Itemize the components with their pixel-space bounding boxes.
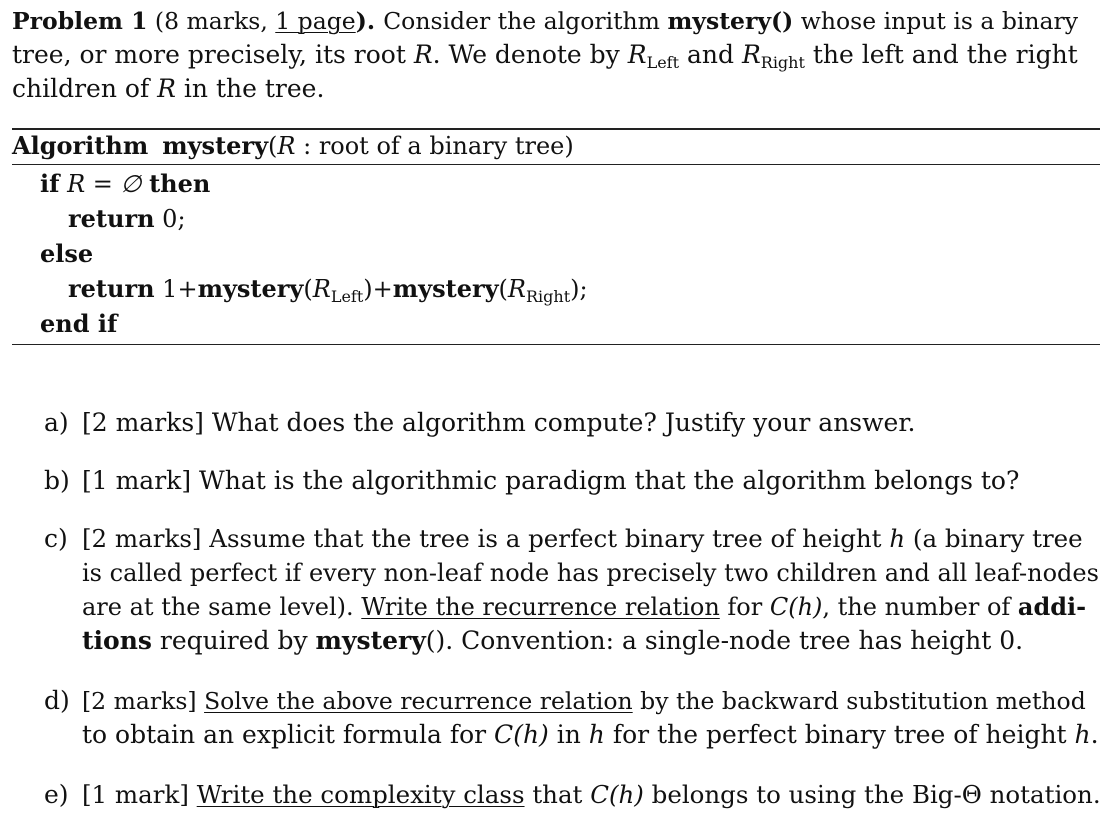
- math-symbol: R: [507, 275, 526, 303]
- question-body: [82, 522, 1102, 658]
- question-label: a): [44, 408, 69, 437]
- question-text: [2 marks] Assume that the tree is a perfect binary tree of height: [82, 524, 890, 553]
- question-label: c): [44, 524, 68, 553]
- question-text: (). Convention: a single-node tree has height 0.: [425, 626, 1024, 655]
- code-line-return-recursive: [68, 273, 588, 305]
- underlined-instruction: Write the recurrence relation: [361, 593, 720, 621]
- math-symbol: (h): [788, 593, 823, 621]
- return-value: 0;: [154, 205, 186, 233]
- algorithm-name: mystery(): [667, 7, 794, 35]
- question-text: [1 mark]: [82, 780, 197, 809]
- intro-line-1: [12, 4, 1100, 38]
- question-text: to obtain an explicit formula for: [82, 720, 495, 749]
- bold-term: addi-: [1017, 592, 1087, 621]
- math-symbol: h: [889, 524, 906, 553]
- intro-text: whose input is a binary: [793, 7, 1079, 35]
- question-body: [82, 778, 1102, 812]
- subscript-left: Left: [330, 287, 364, 306]
- return-keyword: return: [68, 204, 155, 233]
- math-symbol: (h): [608, 780, 644, 809]
- intro-text: in the tree.: [175, 74, 325, 103]
- paren: );: [570, 275, 588, 303]
- return-keyword: return: [68, 274, 155, 303]
- math-symbol: R: [413, 40, 433, 69]
- math-symbol: R: [277, 132, 296, 160]
- endif-keyword: end if: [40, 309, 118, 338]
- subscript-right: Right: [526, 287, 571, 306]
- question-text: are at the same level).: [82, 593, 362, 621]
- code-line-else: [40, 238, 93, 270]
- intro-line-3: [12, 72, 1100, 106]
- math-symbol: R: [157, 74, 176, 103]
- algorithm-name: mystery: [315, 626, 426, 655]
- question-text: [1 mark] What is the algorithmic paradigm that the algorithm belongs to?: [82, 466, 1020, 495]
- paren: )+: [363, 275, 393, 303]
- math-symbol: h: [588, 720, 605, 749]
- question-line: [82, 522, 1102, 556]
- question-label: d): [44, 686, 70, 715]
- intro-line-2: [12, 38, 1100, 72]
- algorithm-keyword: Algorithm: [12, 131, 149, 160]
- subscript-right: Right: [760, 53, 805, 72]
- return-expr: 1+: [154, 275, 198, 303]
- page-limit: 1 page: [275, 7, 356, 35]
- math-symbol: C: [494, 720, 514, 749]
- paren: (: [498, 275, 508, 303]
- subscript-left: Left: [646, 53, 680, 72]
- intro-text: Consider the algorithm: [383, 7, 668, 35]
- question-text: in: [548, 720, 589, 749]
- math-symbol: R: [627, 40, 647, 69]
- question-text: required by: [151, 626, 316, 655]
- marks-close: ).: [355, 7, 384, 35]
- recursive-call-right: mystery: [392, 274, 499, 303]
- intro-text: the left and the right: [804, 40, 1078, 69]
- code-line-endif: [40, 308, 117, 340]
- question-text: [2 marks] What does the algorithm compute? Justify your answer.: [82, 408, 916, 437]
- intro-text: and: [679, 40, 742, 69]
- else-keyword: else: [40, 239, 94, 268]
- question-text: by the backward substitution method: [632, 687, 1086, 715]
- question-label: b): [44, 466, 70, 495]
- algorithm-title: mystery: [162, 131, 269, 160]
- math-symbol: R: [312, 275, 331, 303]
- intro-text: tree, or more precisely, its root: [12, 40, 414, 69]
- code-line-return-0: [68, 203, 186, 235]
- paren: (: [303, 275, 313, 303]
- math-symbol: R: [741, 40, 761, 69]
- bold-term: tions: [82, 626, 152, 655]
- question-line: [82, 718, 1102, 752]
- question-text: is called perfect if every non-leaf node has precisely two children and all leaf-nodes: [82, 559, 1099, 587]
- header-rule: [12, 164, 1100, 165]
- algorithm-params: : root of a binary tree): [295, 132, 574, 160]
- recursive-call-left: mystery: [197, 274, 304, 303]
- if-keyword: if: [40, 169, 60, 198]
- algorithm-box: [12, 128, 1100, 346]
- math-symbol: C: [769, 593, 789, 621]
- question-text: (a binary tree: [905, 524, 1083, 553]
- question-text: , the number of: [822, 593, 1018, 621]
- question-line: [82, 684, 1102, 718]
- question-text: that: [524, 780, 591, 809]
- question-text: .: [1090, 720, 1099, 749]
- question-line: [82, 624, 1102, 658]
- if-condition: R = ∅: [59, 170, 150, 198]
- question-body: [82, 406, 1102, 440]
- paren: (: [268, 132, 278, 160]
- underlined-instruction: Write the complexity class: [196, 780, 525, 809]
- algorithm-header: [12, 130, 574, 162]
- underlined-instruction: Solve the above recurrence relation: [204, 687, 633, 715]
- question-line: [82, 590, 1102, 624]
- math-symbol: h: [1074, 720, 1091, 749]
- math-symbol: C: [590, 780, 609, 809]
- bottom-rule: [12, 344, 1100, 345]
- intro-text: . We denote by: [432, 40, 628, 69]
- intro-text: children of: [12, 74, 158, 103]
- problem-title: Problem 1: [12, 7, 148, 35]
- question-text: for: [719, 593, 770, 621]
- math-symbol: (h): [513, 720, 549, 749]
- question-line: [82, 778, 1102, 812]
- code-line-if: [40, 168, 210, 200]
- problem-intro: [12, 4, 1100, 106]
- question-label: e): [44, 780, 69, 809]
- question-body: [82, 464, 1102, 498]
- question-text: for the perfect binary tree of height: [604, 720, 1075, 749]
- marks-text: (8 marks,: [147, 7, 276, 35]
- question-text: [2 marks]: [82, 687, 205, 715]
- then-keyword: then: [149, 169, 211, 198]
- question-text: belongs to using the Big-Θ notation.: [643, 780, 1101, 809]
- question-body: [82, 684, 1102, 752]
